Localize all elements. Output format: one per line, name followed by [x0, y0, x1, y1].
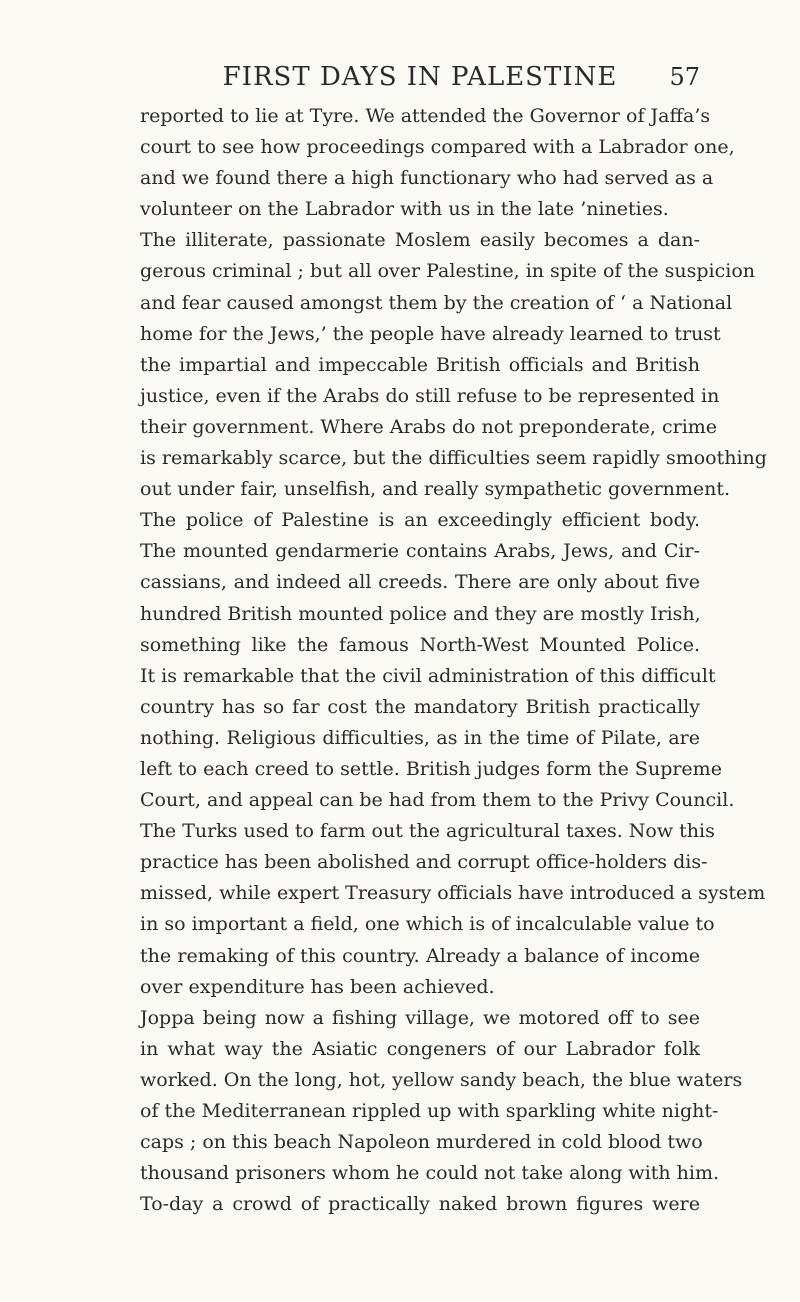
text-line: the impartial and impeccable British officials and British: [140, 353, 700, 376]
text-line: The police of Palestine is an exceedingly efficient body.: [140, 509, 700, 532]
text-line: in so important a field, one which is of incalculable value to: [140, 913, 715, 936]
text-line: court to see how proceedings compared with a Labrador one,: [140, 136, 735, 159]
text-line: The illiterate, passionate Moslem easily becomes a dan-: [140, 229, 700, 252]
text-line: cassians, and indeed all creeds. There are only about five: [140, 571, 700, 594]
text-line: worked. On the long, hot, yellow sandy beach, the blue waters: [140, 1068, 743, 1091]
text-line: is remarkably scarce, but the difficulties seem rapidly smoothing: [140, 447, 767, 470]
text-line: nothing. Religious difficulties, as in the time of Pilate, are: [140, 726, 700, 749]
text-line: missed, while expert Treasury officials have introduced a system: [140, 882, 766, 905]
text-line: hundred British mounted police and they are mostly Irish,: [140, 602, 701, 625]
text-line: thousand prisoners whom he could not take along with him.: [140, 1162, 720, 1185]
page-number: 57: [669, 63, 700, 91]
text-line: left to each creed to settle. British judges form the Supreme: [140, 757, 722, 780]
running-head: [140, 60, 700, 94]
body-text: [140, 101, 767, 1220]
text-line: the remaking of this country. Already a balance of income: [140, 944, 700, 967]
text-line: To-day a crowd of practically naked brown figures were: [140, 1193, 700, 1216]
text-line: home for the Jews,’ the people have already learned to trust: [140, 322, 721, 345]
text-line: reported to lie at Tyre. We attended the Governor of Jaffa’s: [140, 105, 711, 127]
text-line: The Turks used to farm out the agricultural taxes. Now this: [140, 820, 715, 843]
text-line: their government. Where Arabs do not preponderate, crime: [140, 415, 718, 438]
text-line: justice, even if the Arabs do still refuse to be represented in: [140, 384, 720, 407]
text-line: The mounted gendarmerie contains Arabs, Jews, and Cir-: [140, 540, 700, 563]
text-line: It is remarkable that the civil administration of this difficult: [140, 664, 716, 687]
text-line: and we found there a high functionary who had served as a: [140, 167, 714, 190]
text-line: of the Mediterranean rippled up with sparkling white night-: [140, 1100, 719, 1122]
text-line: country has so far cost the mandatory British practically: [140, 695, 700, 718]
text-line: over expenditure has been achieved.: [140, 975, 495, 998]
text-line: in what way the Asiatic congeners of our Labrador folk: [140, 1037, 700, 1060]
text-line: caps ; on this beach Napoleon murdered in cold blood two: [140, 1131, 703, 1154]
text-line: volunteer on the Labrador with us in the late ’nineties.: [140, 198, 669, 221]
text-line: Joppa being now a fishing village, we motored off to see: [140, 1006, 700, 1029]
text-line: gerous criminal ; but all over Palestine, in spite of the suspicion: [140, 260, 756, 283]
text-line: out under fair, unselfish, and really sympathetic government.: [140, 478, 731, 501]
text-line: something like the famous North-West Mounted Police.: [140, 633, 700, 656]
text-line: and fear caused amongst them by the creation of ‘ a National: [140, 291, 733, 314]
text-line: practice has been abolished and corrupt office-holders dis-: [140, 851, 708, 874]
running-title: FIRST DAYS IN PALESTINE: [222, 62, 618, 92]
text-line: Court, and appeal can be had from them to the Privy Council.: [140, 789, 735, 812]
